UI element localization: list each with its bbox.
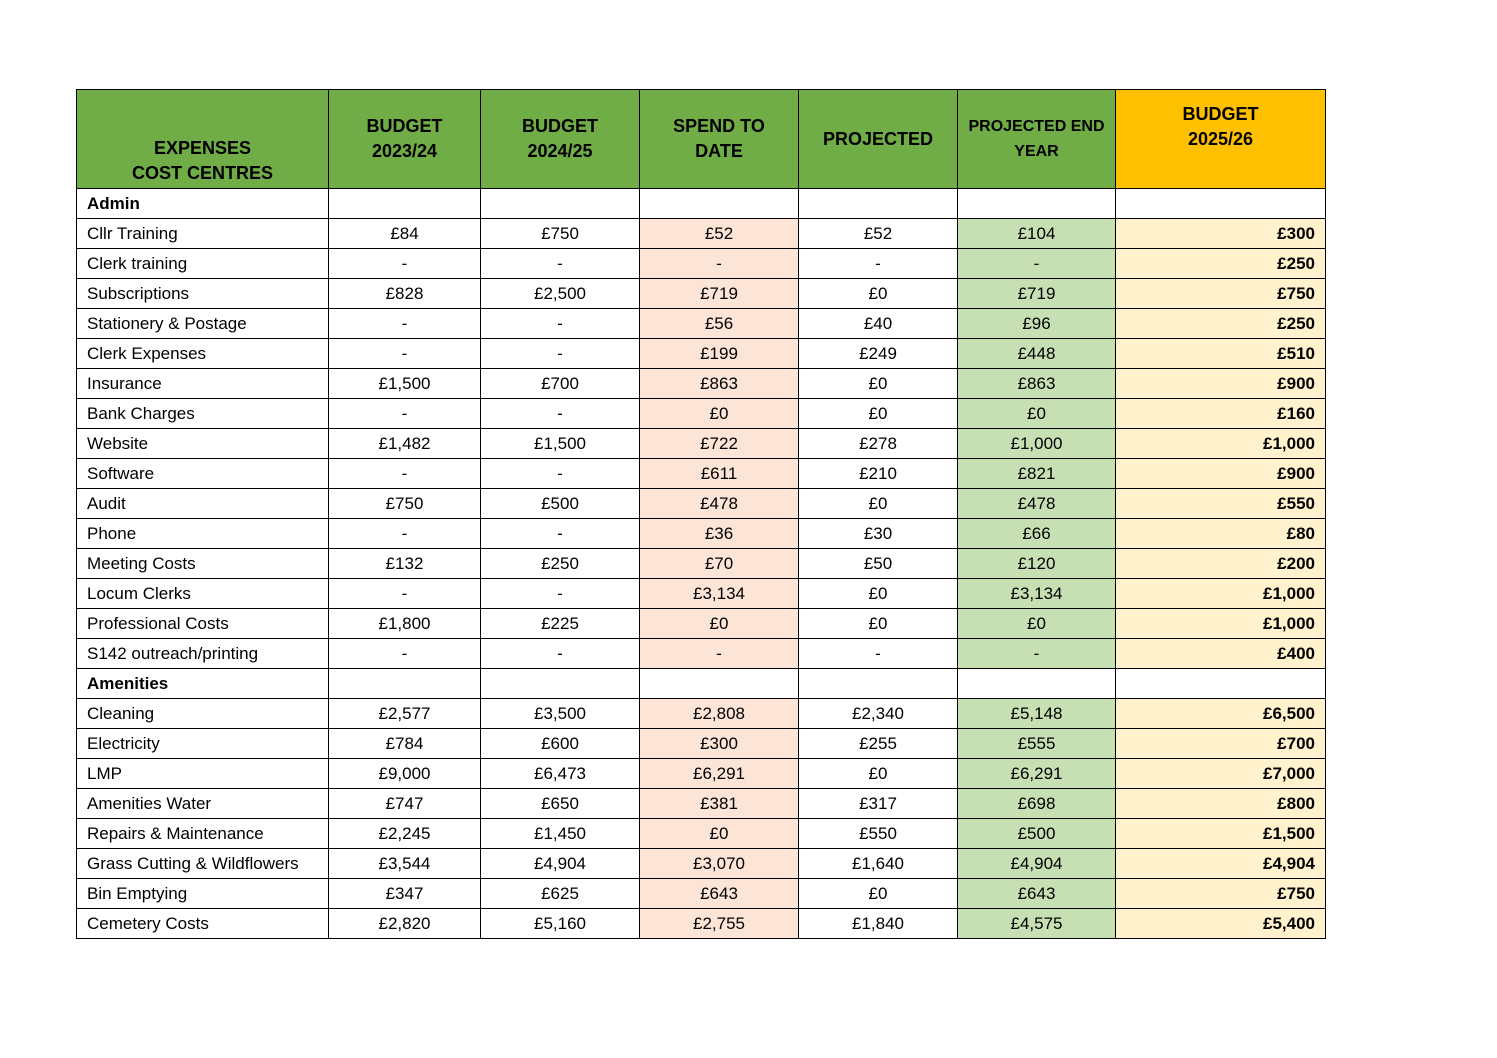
section-empty-cell (1116, 189, 1326, 219)
projected-cell: £0 (799, 489, 958, 519)
section-title-admin: Admin (77, 189, 329, 219)
header-projected-end-year (958, 90, 1116, 189)
section-empty-cell (1116, 669, 1326, 699)
section-empty-cell (799, 669, 958, 699)
budget-2024-25-cell: - (481, 399, 640, 429)
budget-2023-24-cell: £1,482 (329, 429, 481, 459)
cost-centre-cell: Stationery & Postage (77, 309, 329, 339)
table-row (77, 909, 1326, 939)
projected-end-year-cell: £4,904 (958, 849, 1116, 879)
header-budget-2023-24 (329, 90, 481, 189)
budget-2023-24-cell: £9,000 (329, 759, 481, 789)
projected-cell: £550 (799, 819, 958, 849)
cost-centre-cell: Phone (77, 519, 329, 549)
spend-to-date-cell: £6,291 (640, 759, 799, 789)
budget-2025-26-cell: £400 (1116, 639, 1326, 669)
header-spend-line1: SPEND TO (673, 116, 765, 136)
table-row (77, 789, 1326, 819)
projected-cell: £50 (799, 549, 958, 579)
spend-to-date-cell: £381 (640, 789, 799, 819)
budget-2025-26-cell: £800 (1116, 789, 1326, 819)
table-row (77, 639, 1326, 669)
cost-centre-cell: Insurance (77, 369, 329, 399)
spend-to-date-cell: £52 (640, 219, 799, 249)
cost-centre-cell: Amenities Water (77, 789, 329, 819)
budget-2023-24-cell: £784 (329, 729, 481, 759)
cost-centre-cell: Website (77, 429, 329, 459)
budget-2023-24-cell: £132 (329, 549, 481, 579)
header-budget-2025-26-line2: 2025/26 (1187, 129, 1254, 149)
section-row-amenities (77, 669, 1326, 699)
budget-2023-24-cell: £84 (329, 219, 481, 249)
header-budget-2025-26 (1116, 90, 1326, 189)
header-cost-centres-line2: COST CENTRES (131, 163, 273, 183)
projected-cell: £0 (799, 759, 958, 789)
budget-2025-26-cell: £300 (1116, 219, 1326, 249)
table-row (77, 429, 1326, 459)
cost-centre-cell: Cllr Training (77, 219, 329, 249)
cost-centre-cell: Subscriptions (77, 279, 329, 309)
budget-2024-25-cell: - (481, 459, 640, 489)
projected-end-year-cell: £1,000 (958, 429, 1116, 459)
spend-to-date-cell: £863 (640, 369, 799, 399)
cost-centre-cell: Electricity (77, 729, 329, 759)
projected-cell: £30 (799, 519, 958, 549)
header-cost-centres-line1: EXPENSES (153, 138, 252, 158)
table-row (77, 819, 1326, 849)
budget-2024-25-cell: £250 (481, 549, 640, 579)
projected-cell: £0 (799, 399, 958, 429)
table-row (77, 759, 1326, 789)
budget-2023-24-cell: £2,245 (329, 819, 481, 849)
projected-cell: £278 (799, 429, 958, 459)
projected-end-year-cell: £0 (958, 399, 1116, 429)
spend-to-date-cell: £478 (640, 489, 799, 519)
projected-end-year-cell: £719 (958, 279, 1116, 309)
budget-2025-26-cell: £550 (1116, 489, 1326, 519)
budget-2024-25-cell: £1,500 (481, 429, 640, 459)
section-empty-cell (640, 669, 799, 699)
header-budget-2024-25 (481, 90, 640, 189)
cost-centre-cell: LMP (77, 759, 329, 789)
budget-2024-25-cell: £625 (481, 879, 640, 909)
budget-2023-24-cell: £747 (329, 789, 481, 819)
budget-2025-26-cell: £80 (1116, 519, 1326, 549)
projected-cell: £52 (799, 219, 958, 249)
projected-cell: £1,840 (799, 909, 958, 939)
budget-2025-26-cell: £7,000 (1116, 759, 1326, 789)
cost-centre-cell: Bank Charges (77, 399, 329, 429)
projected-end-year-cell: £104 (958, 219, 1116, 249)
budget-2023-24-cell: £2,820 (329, 909, 481, 939)
budget-2023-24-cell: £750 (329, 489, 481, 519)
table-row (77, 609, 1326, 639)
table-row (77, 879, 1326, 909)
budget-2023-24-cell: - (329, 399, 481, 429)
budget-2024-25-cell: £750 (481, 219, 640, 249)
budget-2024-25-cell: - (481, 579, 640, 609)
spend-to-date-cell: £2,755 (640, 909, 799, 939)
budget-2024-25-cell: - (481, 519, 640, 549)
section-empty-cell (329, 669, 481, 699)
cost-centre-cell: Audit (77, 489, 329, 519)
budget-2025-26-cell: £250 (1116, 309, 1326, 339)
projected-end-year-cell: £821 (958, 459, 1116, 489)
header-spend-to-date (640, 90, 799, 189)
budget-2024-25-cell: - (481, 339, 640, 369)
section-empty-cell (958, 189, 1116, 219)
table-row (77, 279, 1326, 309)
projected-end-year-cell: £6,291 (958, 759, 1116, 789)
projected-end-year-cell: £863 (958, 369, 1116, 399)
projected-cell: £1,640 (799, 849, 958, 879)
budget-2023-24-cell: - (329, 519, 481, 549)
spend-to-date-cell: £3,070 (640, 849, 799, 879)
header-budget-2023-24-line2: 2023/24 (371, 141, 438, 161)
projected-cell: - (799, 249, 958, 279)
budget-2025-26-cell: £4,904 (1116, 849, 1326, 879)
projected-cell: £2,340 (799, 699, 958, 729)
table-row (77, 519, 1326, 549)
spend-to-date-cell: £722 (640, 429, 799, 459)
budget-2023-24-cell: - (329, 639, 481, 669)
projected-end-year-cell: £478 (958, 489, 1116, 519)
projected-end-year-cell: - (958, 249, 1116, 279)
projected-cell: £0 (799, 279, 958, 309)
budget-2023-24-cell: £828 (329, 279, 481, 309)
budget-2024-25-cell: - (481, 639, 640, 669)
budget-2023-24-cell: - (329, 459, 481, 489)
header-budget-2023-24-line1: BUDGET (366, 116, 443, 136)
budget-2023-24-cell: £347 (329, 879, 481, 909)
table-row (77, 579, 1326, 609)
budget-2024-25-cell: - (481, 249, 640, 279)
budget-2023-24-cell: £1,500 (329, 369, 481, 399)
projected-cell: £0 (799, 609, 958, 639)
table-row (77, 399, 1326, 429)
table-row (77, 549, 1326, 579)
spend-to-date-cell: £36 (640, 519, 799, 549)
projected-end-year-cell: £0 (958, 609, 1116, 639)
budget-2023-24-cell: - (329, 249, 481, 279)
projected-cell: £210 (799, 459, 958, 489)
budget-2024-25-cell: £4,904 (481, 849, 640, 879)
cost-centre-cell: Locum Clerks (77, 579, 329, 609)
header-budget-2024-25-line2: 2024/25 (527, 141, 593, 161)
projected-cell: £255 (799, 729, 958, 759)
budget-2024-25-cell: £6,473 (481, 759, 640, 789)
table-row (77, 339, 1326, 369)
projected-end-year-cell: £555 (958, 729, 1116, 759)
budget-2025-26-cell: £250 (1116, 249, 1326, 279)
table-row (77, 849, 1326, 879)
cost-centre-cell: Bin Emptying (77, 879, 329, 909)
spend-to-date-cell: £300 (640, 729, 799, 759)
table-row (77, 249, 1326, 279)
budget-2024-25-cell: £225 (481, 609, 640, 639)
budget-2025-26-cell: £510 (1116, 339, 1326, 369)
cost-centre-cell: Repairs & Maintenance (77, 819, 329, 849)
budget-2024-25-cell: £1,450 (481, 819, 640, 849)
budget-2024-25-cell: - (481, 309, 640, 339)
cost-centre-cell: Clerk Expenses (77, 339, 329, 369)
section-row-admin (77, 189, 1326, 219)
table-row (77, 309, 1326, 339)
projected-end-year-cell: £66 (958, 519, 1116, 549)
budget-2023-24-cell: £2,577 (329, 699, 481, 729)
cost-centre-cell: Meeting Costs (77, 549, 329, 579)
table-row (77, 729, 1326, 759)
projected-end-year-cell: £500 (958, 819, 1116, 849)
header-budget-2025-26-line1: BUDGET (1182, 104, 1259, 124)
budget-2025-26-cell: £900 (1116, 459, 1326, 489)
section-empty-cell (329, 189, 481, 219)
spend-to-date-cell: £0 (640, 399, 799, 429)
table-row (77, 459, 1326, 489)
projected-end-year-cell: £698 (958, 789, 1116, 819)
projected-end-year-cell: £3,134 (958, 579, 1116, 609)
spend-to-date-cell: £643 (640, 879, 799, 909)
budget-2025-26-cell: £1,500 (1116, 819, 1326, 849)
section-title-amenities: Amenities (77, 669, 329, 699)
budget-2025-26-cell: £750 (1116, 879, 1326, 909)
spend-to-date-cell: £0 (640, 819, 799, 849)
table-row (77, 699, 1326, 729)
budget-2025-26-cell: £1,000 (1116, 429, 1326, 459)
header-projected-end-line1: PROJECTED END (968, 118, 1105, 135)
spend-to-date-cell: £611 (640, 459, 799, 489)
projected-end-year-cell: - (958, 639, 1116, 669)
header-projected (799, 90, 958, 189)
budget-2025-26-cell: £700 (1116, 729, 1326, 759)
projected-end-year-cell: £120 (958, 549, 1116, 579)
projected-cell: £0 (799, 879, 958, 909)
cost-centre-cell: Cemetery Costs (77, 909, 329, 939)
section-empty-cell (958, 669, 1116, 699)
section-empty-cell (640, 189, 799, 219)
section-empty-cell (481, 189, 640, 219)
budget-2025-26-cell: £750 (1116, 279, 1326, 309)
projected-cell: £0 (799, 579, 958, 609)
table-row (77, 369, 1326, 399)
budget-2025-26-cell: £160 (1116, 399, 1326, 429)
budget-table (76, 89, 1326, 939)
table-row (77, 219, 1326, 249)
spend-to-date-cell: £3,134 (640, 579, 799, 609)
budget-2025-26-cell: £1,000 (1116, 609, 1326, 639)
budget-2025-26-cell: £900 (1116, 369, 1326, 399)
projected-end-year-cell: £5,148 (958, 699, 1116, 729)
spend-to-date-cell: - (640, 639, 799, 669)
projected-cell: £0 (799, 369, 958, 399)
projected-end-year-cell: £4,575 (958, 909, 1116, 939)
budget-2024-25-cell: £700 (481, 369, 640, 399)
projected-end-year-cell: £643 (958, 879, 1116, 909)
cost-centre-cell: Grass Cutting & Wildflowers (77, 849, 329, 879)
budget-2023-24-cell: £1,800 (329, 609, 481, 639)
budget-2024-25-cell: £500 (481, 489, 640, 519)
cost-centre-cell: Clerk training (77, 249, 329, 279)
budget-2024-25-cell: £5,160 (481, 909, 640, 939)
projected-cell: £317 (799, 789, 958, 819)
cost-centre-cell: Software (77, 459, 329, 489)
header-cost-centres (77, 90, 329, 189)
projected-cell: - (799, 639, 958, 669)
spend-to-date-cell: - (640, 249, 799, 279)
section-empty-cell (481, 669, 640, 699)
section-empty-cell (799, 189, 958, 219)
table-body (77, 189, 1326, 939)
budget-2025-26-cell: £5,400 (1116, 909, 1326, 939)
budget-2024-25-cell: £600 (481, 729, 640, 759)
budget-2025-26-cell: £6,500 (1116, 699, 1326, 729)
budget-2025-26-cell: £200 (1116, 549, 1326, 579)
spend-to-date-cell: £56 (640, 309, 799, 339)
projected-cell: £249 (799, 339, 958, 369)
projected-end-year-cell: £448 (958, 339, 1116, 369)
header-budget-2024-25-line1: BUDGET (522, 116, 598, 136)
cost-centre-cell: S142 outreach/printing (77, 639, 329, 669)
header-projected-end-line2: YEAR (1014, 143, 1059, 160)
spend-to-date-cell: £70 (640, 549, 799, 579)
spend-to-date-cell: £199 (640, 339, 799, 369)
budget-2024-25-cell: £2,500 (481, 279, 640, 309)
budget-2023-24-cell: - (329, 309, 481, 339)
budget-2025-26-cell: £1,000 (1116, 579, 1326, 609)
budget-2024-25-cell: £3,500 (481, 699, 640, 729)
header-row (77, 90, 1326, 189)
projected-cell: £40 (799, 309, 958, 339)
header-projected-label: PROJECTED (822, 128, 934, 149)
header-spend-line2: DATE (695, 141, 743, 161)
budget-2024-25-cell: £650 (481, 789, 640, 819)
spend-to-date-cell: £0 (640, 609, 799, 639)
budget-2023-24-cell: £3,544 (329, 849, 481, 879)
budget-2023-24-cell: - (329, 579, 481, 609)
cost-centre-cell: Professional Costs (77, 609, 329, 639)
projected-end-year-cell: £96 (958, 309, 1116, 339)
spend-to-date-cell: £719 (640, 279, 799, 309)
budget-2023-24-cell: - (329, 339, 481, 369)
spend-to-date-cell: £2,808 (640, 699, 799, 729)
table-row (77, 489, 1326, 519)
cost-centre-cell: Cleaning (77, 699, 329, 729)
